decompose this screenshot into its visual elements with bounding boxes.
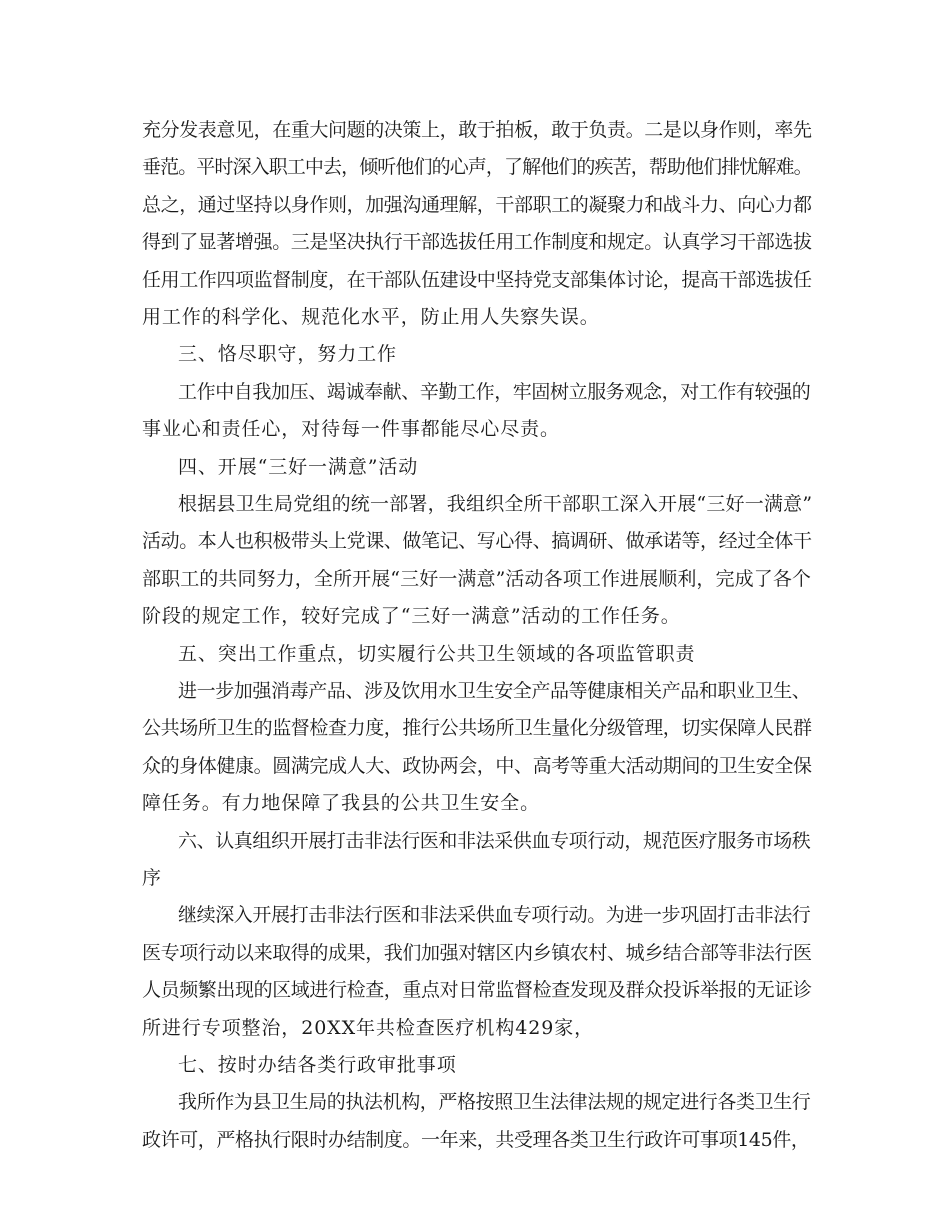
body-text-line: 人员频繁出现的区域进行检查，重点对日常监督检查发现及群众投诉举报的无证诊 [142,979,812,1001]
body-text-line: 医专项行动以来取得的成果，我们加强对辖区内乡镇农村、城乡结合部等非法行医 [142,942,812,964]
body-text-line: 进一步加强消毒产品、涉及饮用水卫生安全产品等健康相关产品和职业卫生、 [178,680,811,702]
section-heading: 七、按时办结各类行政审批事项 [178,1054,457,1076]
body-text-line: 继续深入开展打击非法行医和非法采供血专项行动。为进一步巩固打击非法行 [178,904,811,926]
body-text-line: 根据县卫生局党组的统一部署，我组织全所干部职工深入开展“三好一满意” [178,493,813,515]
body-text-line: 用工作的科学化、规范化水平，防止用人失察失误。 [142,306,600,328]
body-text-line: 总之，通过坚持以身作则，加强沟通理解，干部职工的凝聚力和战斗力、向心力都 [142,194,812,216]
body-text-line: 所进行专项整治，20XX年共检查医疗机构429家， [142,1017,594,1039]
body-text-line: 工作中自我加压、竭诚奉献、辛勤工作，牢固树立服务观念，对工作有较强的 [178,381,811,403]
body-text-line: 垂范。平时深入职工中去，倾听他们的心声，了解他们的疾苦，帮助他们排忧解难。 [142,156,812,178]
body-text-line: 我所作为县卫生局的执法机构，严格按照卫生法律法规的规定进行各类卫生行 [178,1091,811,1113]
section-heading-continuation: 序 [142,867,162,889]
body-text-line: 障任务。有力地保障了我县的公共卫生安全。 [142,792,541,814]
body-text-line: 活动。本人也积极带头上党课、做笔记、写心得、搞调研、做承诺等，经过全体干 [142,530,812,552]
section-heading: 五、突出工作重点，切实履行公共卫生领域的各项监管职责 [178,643,696,665]
body-text-line: 部职工的共同努力，全所开展“三好一满意”活动各项工作进展顺利，完成了各个 [142,568,812,590]
body-text-line: 得到了显著增强。三是坚决执行干部选拔任用工作制度和规定。认真学习干部选拔 [142,231,812,253]
body-text-line: 众的身体健康。圆满完成人大、政协两会，中、高考等重大活动期间的卫生安全保 [142,755,812,777]
body-text-line: 充分发表意见，在重大问题的决策上，敢于拍板，敢于负责。二是以身作则，率先 [142,119,812,141]
body-text-line: 政许可，严格执行限时办结制度。一年来，共受理各类卫生行政许可事项145件， [142,1129,810,1151]
section-heading: 三、恪尽职守，努力工作 [178,343,397,365]
section-heading: 六、认真组织开展打击非法行医和非法采供血专项行动，规范医疗服务市场秩 [178,830,811,852]
section-heading: 四、开展“三好一满意”活动 [178,456,419,478]
body-text-line: 事业心和责任心，对待每一件事都能尽心尽责。 [142,418,560,440]
body-text-line: 公共场所卫生的监督检查力度，推行公共场所卫生量化分级管理，切实保障人民群 [142,717,812,739]
body-text-line: 任用工作四项监督制度，在干部队伍建设中坚持党支部集体讨论，提高干部选拔任 [142,269,812,291]
body-text-line: 阶段的规定工作，较好完成了“三好一满意”活动的工作任务。 [142,605,681,627]
